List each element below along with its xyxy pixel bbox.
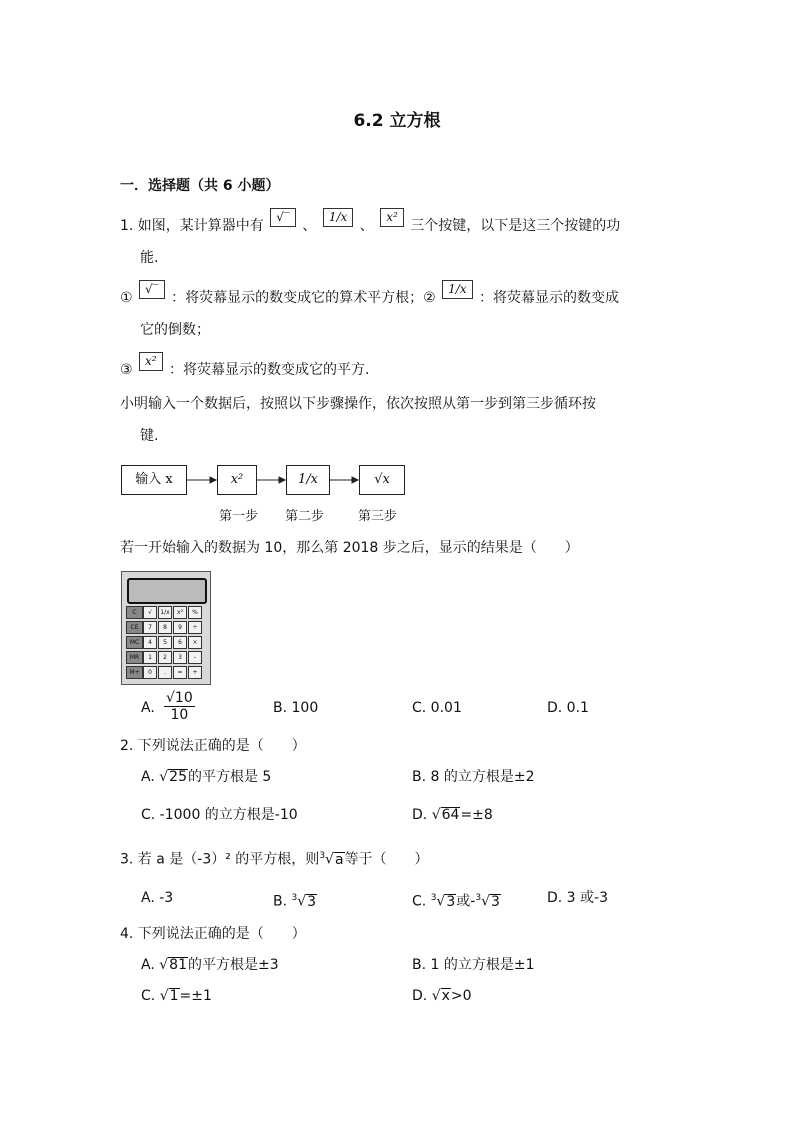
calculator-key: M+ — [126, 666, 143, 679]
arrow-head-3 — [352, 477, 358, 483]
q1-line2: 能. — [140, 250, 159, 266]
option-text: =±8 — [460, 807, 493, 823]
recip-key-icon: 1/x — [323, 208, 353, 227]
q1-option-d: D. 0.1 — [547, 700, 589, 716]
q2-option-c: C. -1000 的立方根是-10 — [141, 807, 298, 823]
circle-1: ① — [120, 290, 133, 306]
sqrt-icon: √ — [159, 988, 169, 1004]
calculator-key: % — [188, 606, 202, 619]
radicand: a — [334, 851, 344, 868]
circle-3: ③ — [120, 362, 133, 378]
q1-line5 — [120, 354, 370, 380]
calculator-key: 8 — [158, 621, 172, 634]
option-label: B. — [273, 893, 288, 910]
option-text: 或- — [456, 893, 476, 910]
cbrt-icon: √ — [297, 893, 307, 910]
sqrt-icon: √ — [431, 807, 441, 823]
option-text: 的平方根是±3 — [187, 957, 279, 973]
q1-line7: 键. — [140, 428, 159, 444]
sqrt-icon: √ — [431, 988, 441, 1004]
q1-line4: 它的倒数； — [140, 322, 210, 338]
q4-stem: 4. 下列说法正确的是（ ） — [120, 926, 306, 942]
q4-option-a — [141, 955, 279, 975]
option-label: A. — [141, 700, 155, 716]
q3-option-b — [273, 888, 317, 912]
calculator-image — [121, 571, 211, 685]
radicand: 3 — [307, 893, 317, 910]
radicand: x — [441, 988, 450, 1004]
q3-option-c — [412, 888, 501, 912]
q4-option-c — [141, 986, 212, 1006]
q1-option-b: B. 100 — [273, 700, 319, 716]
calculator-key: 4 — [143, 636, 157, 649]
flow-square-box: x² — [217, 465, 257, 495]
calculator-key: MC — [126, 636, 143, 649]
radicand: 25 — [169, 769, 187, 785]
calculator-key: x² — [173, 606, 187, 619]
option-text: >0 — [450, 988, 472, 1004]
step-label-1: 第一步 — [219, 509, 259, 524]
sep-2: 、 — [359, 218, 374, 234]
calculator-key: = — [173, 666, 187, 679]
option-text: 的平方根是 5 — [187, 769, 272, 785]
calculator-key: + — [188, 666, 202, 679]
q1-question: 若一开始输入的数据为 10，那么第 2018 步之后，显示的结果是（ ） — [120, 540, 579, 556]
calculator-key: √ — [143, 606, 157, 619]
q1-text-b: 三个按键，以下是这三个按键的功 — [410, 218, 621, 234]
q1-text-3b: ：将荧幕显示的数变成它的算术平方根；② — [171, 290, 436, 306]
calculator-key: 5 — [158, 636, 172, 649]
calculator-key: 2 — [158, 651, 172, 664]
calculator-key: CE — [126, 621, 143, 634]
section-heading: 一．选择题（共 6 小题） — [120, 178, 280, 194]
calculator-key: 1/x — [158, 606, 172, 619]
calculator-key: C — [126, 606, 143, 619]
option-label: D. — [412, 988, 428, 1004]
q2-option-b: B. 8 的立方根是±2 — [412, 769, 535, 785]
frac-numerator: √10 — [166, 690, 193, 706]
q1-line6: 小明输入一个数据后，按照以下步骤操作，依次按照从第一步到第三步循环按 — [120, 396, 596, 412]
option-label: A. — [141, 769, 155, 785]
radicand: 3 — [490, 893, 500, 910]
cbrt-icon: √ — [436, 893, 446, 910]
option-text: =±1 — [179, 988, 212, 1004]
root-index: 3 — [291, 893, 298, 903]
q2-stem: 2. 下列说法正确的是（ ） — [120, 738, 306, 754]
recip-key-icon: 1/x — [442, 280, 472, 299]
q1-text-a: 1. 如图，某计算器中有 — [120, 218, 264, 234]
q3-text-b: 等于（ ） — [344, 851, 429, 868]
sqrt-icon: √ — [159, 769, 169, 785]
calculator-key: ÷ — [188, 621, 202, 634]
radicand: 3 — [446, 893, 456, 910]
option-label: A. — [141, 957, 155, 973]
q1-text-3c: ：将荧幕显示的数变成 — [479, 290, 620, 306]
calculator-key: - — [188, 651, 202, 664]
q2-option-d — [412, 805, 493, 825]
radicand: 81 — [169, 957, 187, 973]
step-label-3: 第三步 — [358, 509, 398, 524]
q3-stem — [120, 846, 429, 870]
q4-option-d — [412, 986, 472, 1006]
q1-option-c: C. 0.01 — [412, 700, 462, 716]
sqrt-key-icon: √‾ — [270, 208, 296, 227]
cbrt-icon: √ — [325, 851, 334, 868]
sep-1: 、 — [302, 218, 317, 234]
calculator-key: 6 — [173, 636, 187, 649]
q1-option-a — [141, 698, 155, 718]
calculator-key: 9 — [173, 621, 187, 634]
flow-sqrt-box: √x — [359, 465, 405, 495]
sqrt-key-icon: √‾ — [139, 280, 165, 299]
option-label: D. — [412, 807, 428, 823]
q4-option-b: B. 1 的立方根是±1 — [412, 957, 535, 973]
q1-line1 — [120, 210, 621, 236]
calculator-key: × — [188, 636, 202, 649]
square-key-icon: x² — [139, 352, 163, 371]
step-label-2: 第二步 — [285, 509, 325, 524]
calculator-key: 1 — [143, 651, 157, 664]
q1-option-a-frac — [164, 690, 195, 723]
calculator-key: 3 — [173, 651, 187, 664]
q1-line3 — [120, 282, 620, 308]
calculator-screen — [127, 578, 207, 604]
radicand: 64 — [441, 807, 460, 823]
arrow-head-2 — [279, 477, 285, 483]
cbrt-icon: √ — [481, 893, 490, 910]
calculator-key: 7 — [143, 621, 157, 634]
flow-input-box: 输入 x — [121, 465, 187, 495]
square-key-icon: x² — [380, 208, 404, 227]
frac-denominator: 10 — [170, 707, 189, 723]
q2-option-a — [141, 767, 271, 787]
flow-arrows — [0, 465, 794, 495]
q1-text-5b: ：将荧幕显示的数变成它的平方. — [169, 362, 370, 378]
q3-option-d: D. 3 或-3 — [547, 890, 608, 906]
calculator-key: 0 — [143, 666, 157, 679]
calculator-key: MR — [126, 651, 143, 664]
option-label: C. — [412, 893, 427, 910]
page-title: 6.2 立方根 — [353, 111, 441, 131]
root-index: 3 — [319, 851, 326, 861]
calculator-key: . — [158, 666, 172, 679]
option-label: C. — [141, 988, 156, 1004]
root-index: 3 — [475, 893, 482, 903]
radicand: 1 — [169, 988, 179, 1004]
arrow-head-1 — [210, 477, 216, 483]
sqrt-icon: √ — [159, 957, 169, 973]
flow-recip-box: 1/x — [286, 465, 330, 495]
root-index: 3 — [430, 893, 437, 903]
q3-option-a: A. -3 — [141, 890, 174, 906]
q3-text-a: 3. 若 a 是（-3）² 的平方根，则 — [120, 851, 320, 868]
